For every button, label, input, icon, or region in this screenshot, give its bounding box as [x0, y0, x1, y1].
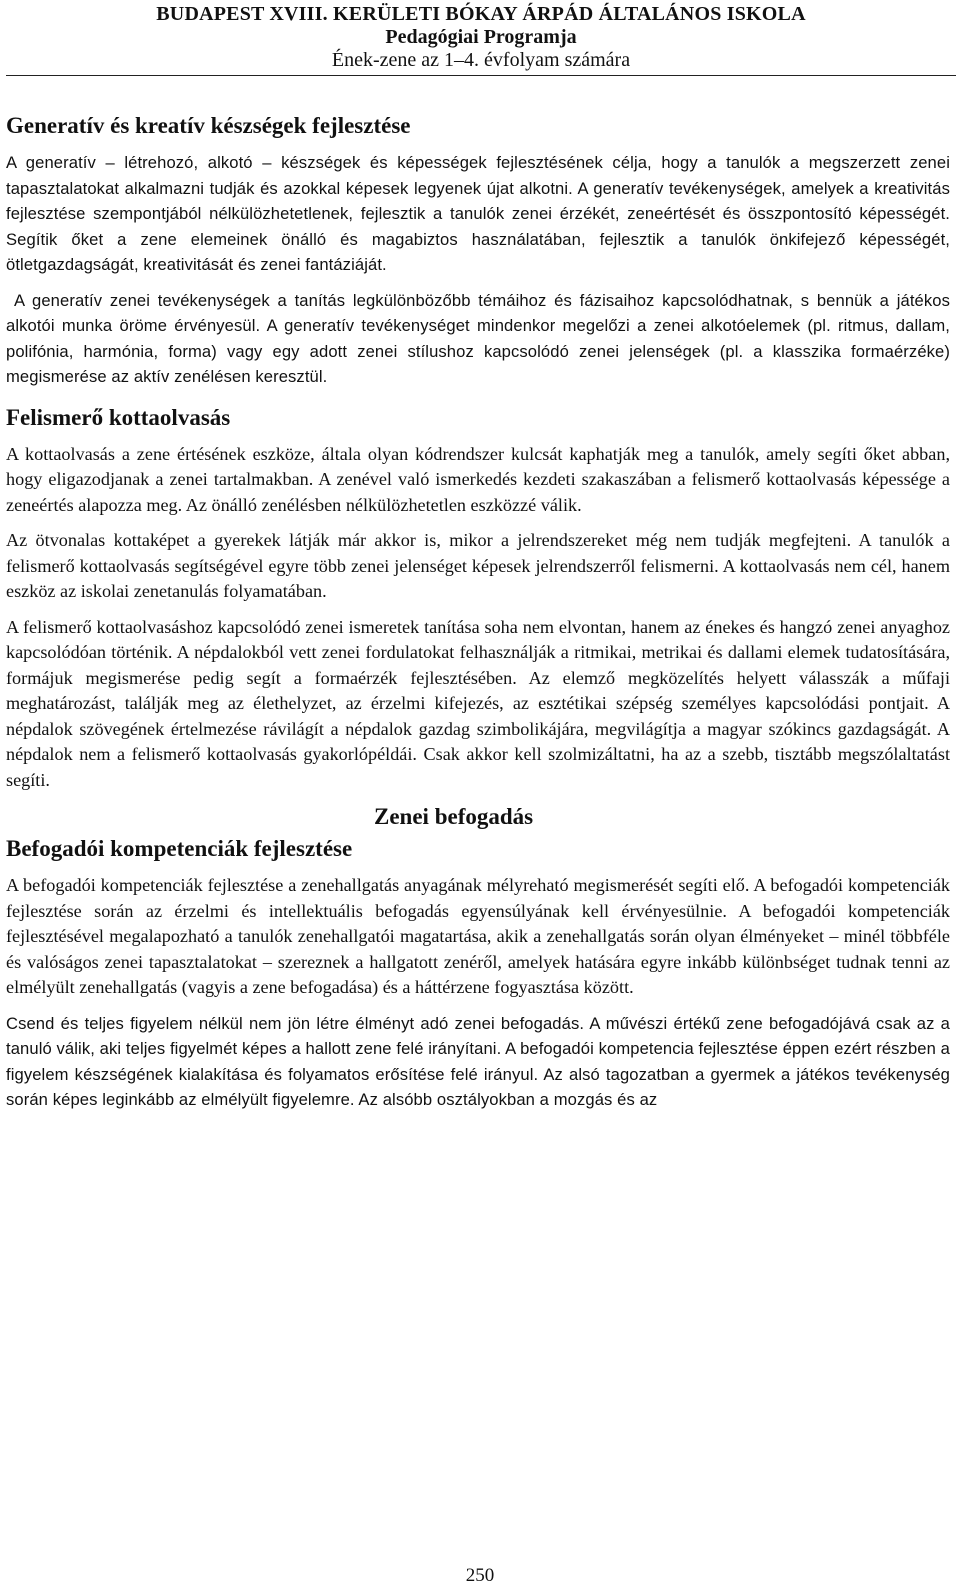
- page-number: 250: [465, 1565, 495, 1586]
- program-title: Pedagógiai Programja: [385, 26, 577, 48]
- section-heading-generativ: Generatív és kreatív készségek fejlesztése: [6, 113, 411, 138]
- subject-line: Ének-zene az 1–4. évfolyam számára: [331, 49, 631, 71]
- paragraph-felismero-2: Az ötvonalas kottaképet a gyerekek látják már akkor is, mikor a jelrendszereket még nem tudják megfejteni. A tanulók a felismerő kottaolvasás segítségével egyre több zenei jelenséget képesek jelrendszerről felismerni. A kottaolvasás nem cél, hanem eszköz az iskolai zenetanulás folyamatában.: [6, 530, 950, 601]
- paragraph-felismero-3: A felismerő kottaolvasáshoz kapcsolódó zenei ismeretek tanítása soha nem elvontan, hanem az énekes és hangzó zenei anyaghoz kapcsolódóan történik. A népdalokból vett zenei fordulatokat felhasználják a ritmikai, metrikai és dallami elemek tudatosítására, formájuk megismerése pedig segít a formaérzék fejlesztésében. Az elemző megközelítés helyett válasszák a műfaji meghatározást, találják meg az élethelyzet, az érzelmi kifejezés, az esztétikai szépség személyes kapcsolódási pontjait. A népdalok szövegének értelmezése rávilágít a népdalok gazdag szimbolikájára, megvilágítja a magyar szókincs gazdagságát. A népdalok nem a felismerő kottaolvasás gyakorlópéldái. Csak akkor kell szolmizáltatni, ha az a szebb, tisztább megszólaltatást segíti.: [6, 616, 950, 790]
- section-heading-zenei-befogadas: Zenei befogadás: [374, 804, 534, 829]
- paragraph-felismero-1: A kottaolvasás a zene értésének eszköze, általa olyan kódrendszer kulcsát kaphatják meg a tanulók, amely segíti őket abban, hogy eligazodjanak a zenei tartalmakban. A zenével való ismerkedés kezdeti szakaszában a felismerő kottaolvasás képessége a zeneértés alapozza meg. Az önálló zenélésben nélkülözhetetlen eszközzé válik.: [6, 443, 950, 515]
- section-heading-befogadoi: Befogadói kompetenciák fejlesztése: [6, 836, 353, 861]
- section-heading-felismero: Felismerő kottaolvasás: [6, 404, 231, 430]
- paragraph-befogadoi-1: A befogadói kompetenciák fejlesztése a zenehallgatás anyagának mélyreható megismerését segíti elő. A befogadói kompetenciák fejlesztése során az érzelmi és intellektuális befogadás egyensúlyának kell érvényesülnie. A befogadói kompetenciák fejlesztésével megalapozható a tanulók zenehallgatói magatartása, akik a zenehallgatás során olyan élményeket – minél többféle és valóságos zenei tapasztalatokat – szereznek a hallgatott zenéről, amelyek hatására egyre inkább különbséget tudnak tenni az elmélyült zenehallgatás (vagyis a zene befogadása) és a háttérzene fogyasztása között.: [6, 875, 950, 997]
- page-header: [6, 0, 956, 76]
- school-name: BUDAPEST XVIII. KERÜLETI BÓKAY ÁRPÁD ÁLTALÁNOS ISKOLA: [156, 3, 806, 25]
- document-body: [6, 100, 950, 1123]
- paragraph-generativ-2: A generatív zenei tevékenységek a tanítás legkülönbözőbb témáihoz és fázisaihoz kapcsolódhatnak, s bennük a játékos alkotói munka öröme érvényesül. A generatív tevékenységet mindenkor megelőzi a zenei alkotóelemek (pl. ritmus, dallam, polifónia, harmónia, forma) vagy egy adott zenei stílushoz kapcsolódó zenei jelenségek (pl. a klasszika formaérzéke) megismerése az aktív zenélésen keresztül.: [6, 290, 950, 386]
- paragraph-befogadoi-2: Csend és teljes figyelem nélkül nem jön létre élményt adó zenei befogadás. A művészi értékű zene befogadójává csak az a tanuló válik, aki teljes figyelmét képes a hallott zene felé irányítani. A befogadói kompetencia fejlesztése éppen ezért részben a figyelem készségének kialakítása és folyamatos erősítése felé irányul. Az alsó tagozatban a gyermek a játékos tevékenység során képes leginkább az elmélyült figyelemre. Az alsóbb osztályokban a mozgás és az: [6, 1013, 950, 1109]
- paragraph-generativ-1: A generatív – létrehozó, alkotó – készségek és képességek fejlesztésének célja, hogy a tanulók a megszerzett zenei tapasztalatokat alkalmazni tudják és azokkal képesek legyenek újat alkotni. A generatív tevékenységek, amelyek a kreativitás fejlesztése szempontjából nélkülözhetetlenek, fejlesztik a tanulók zenei érzékét, zeneértését és összpontosító képességét. Segítik őket a zene elemeinek önálló és magabiztos használatában, fejlesztik a tanulók önkifejező képességét, ötletgazdagságát, kreativitását és zenei fantáziáját.: [6, 153, 950, 274]
